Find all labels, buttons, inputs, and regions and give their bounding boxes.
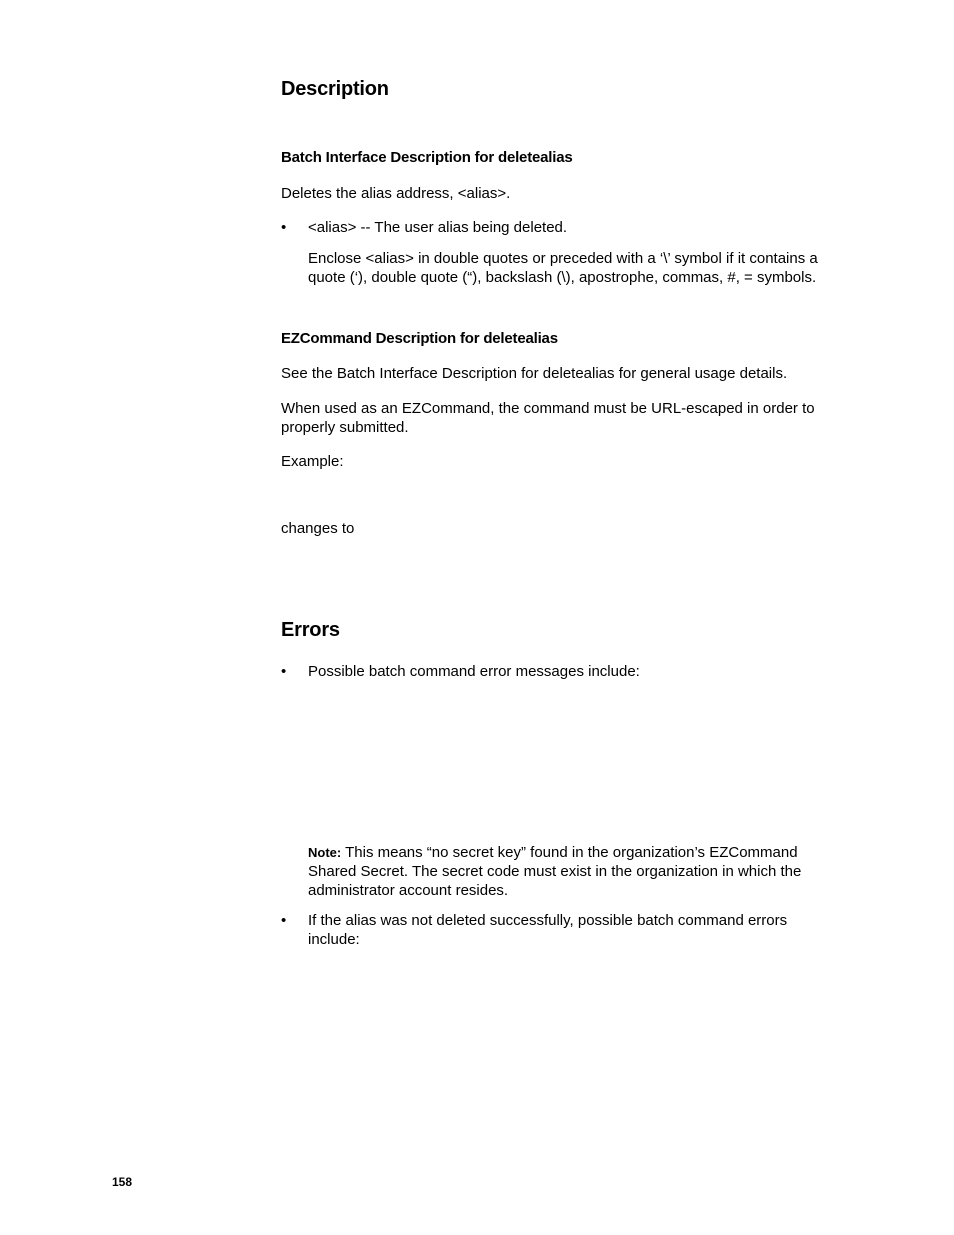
error-messages-bullet: Possible batch command error messages include: (308, 663, 640, 680)
batch-interface-heading: Batch Interface Description for deletealias (281, 149, 573, 166)
ezcommand-para-1: See the Batch Interface Description for deletealias for general usage details. (281, 365, 788, 382)
example-label: Example: (281, 453, 344, 470)
alias-enclose-detail: Enclose <alias> in double quotes or preceded with a ‘\’ symbol if it contains a quote (‘), double quote (“), backslash (\), apostrophe, commas, #, = symbols. (308, 250, 818, 286)
alias-bullet-text: <alias> -- The user alias being deleted. (308, 219, 568, 236)
changes-to-label: changes to (281, 520, 355, 537)
bullet-marker: • (281, 219, 287, 236)
note-label: Note: (308, 845, 342, 860)
not-deleted-errors-bullet: If the alias was not deleted successfully, possible batch command errors include: (308, 912, 788, 948)
ezcommand-para-2: When used as an EZCommand, the command must be URL-escaped in order to properly submitted. (281, 400, 815, 436)
ezcommand-heading: EZCommand Description for deletealias (281, 330, 558, 347)
batch-intro-text: Deletes the alias address, <alias>. (281, 185, 511, 202)
bullet-marker: • (281, 663, 287, 680)
note-text: This means “no secret key” found in the organization’s EZCommand Shared Secret. The secret code must exist in the organization in which the administrator account resides. (308, 844, 802, 899)
description-heading: Description (281, 78, 389, 100)
bullet-marker: • (281, 912, 287, 929)
secret-key-note (308, 843, 838, 900)
errors-heading: Errors (281, 619, 340, 641)
page-number: 158 (112, 1175, 133, 1189)
